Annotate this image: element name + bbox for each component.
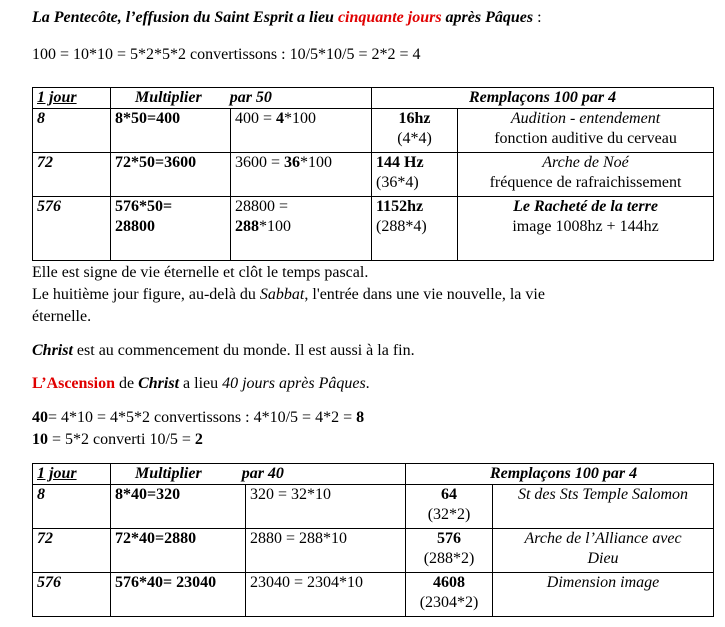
cell-jour: 576	[33, 573, 111, 617]
header-multiplier: Multiplier par 40	[111, 464, 406, 485]
cell-jour: 72	[33, 153, 111, 197]
cell-desc: Dimension image	[493, 573, 714, 617]
header-remplacons: Remplaçons 100 par 4	[372, 88, 714, 109]
header-jour: 1 jour	[33, 88, 111, 109]
heading-text-end: après Pâques	[441, 9, 534, 26]
cell-desc: Arche de l’Alliance avec Dieu	[493, 529, 714, 573]
cell-hz: 144 Hz (36*4)	[372, 153, 458, 197]
cell-desc: Le Racheté de la terre image 1008hz + 144hz	[458, 197, 714, 261]
paragraph-vie-eternelle: Elle est signe de vie éternelle et clôt le temps pascal.	[32, 264, 369, 281]
ascension-heading: L’Ascension de Christ a lieu 40 jours après Pâques.	[32, 375, 370, 392]
paragraph-christ: Christ est au commencement du monde. Il est aussi à la fin.	[32, 342, 415, 359]
cell-par: 2880 = 288*10	[246, 529, 406, 573]
table-row	[33, 485, 714, 529]
header-remplacons: Remplaçons 100 par 4	[406, 464, 714, 485]
header-jour: 1 jour	[33, 464, 111, 485]
table-row	[33, 573, 714, 617]
cell-mult: 576*40= 23040	[111, 573, 246, 617]
cell-par: 320 = 32*10	[246, 485, 406, 529]
heading-colon: :	[533, 9, 542, 26]
pentecost-heading	[32, 8, 542, 28]
cell-hz: 576 (288*2)	[406, 529, 493, 573]
cell-jour: 8	[33, 109, 111, 153]
cell-jour: 72	[33, 529, 111, 573]
table-header-row	[33, 464, 714, 485]
cell-desc: Arche de Noé fréquence de rafraichissement	[458, 153, 714, 197]
paragraph-huitieme-jour: Le huitième jour figure, au-delà du Sabbat, l'entrée dans une vie nouvelle, la vie	[32, 286, 545, 303]
cell-hz: 4608 (2304*2)	[406, 573, 493, 617]
cell-desc: St des Sts Temple Salomon	[493, 485, 714, 529]
cell-jour: 576	[33, 197, 111, 261]
table-row	[33, 153, 714, 197]
cell-desc: Audition - entendement fonction auditive du cerveau	[458, 109, 714, 153]
cell-par: 400 = 4*100	[231, 109, 372, 153]
cell-mult: 8*50=400	[111, 109, 231, 153]
cell-par: 28800 = 288*100	[231, 197, 372, 261]
paragraph-huitieme-jour-end: éternelle.	[32, 308, 92, 325]
heading-highlight: cinquante jours	[337, 9, 442, 26]
cell-jour: 8	[33, 485, 111, 529]
table-header-row	[33, 88, 714, 109]
cell-mult: 72*40=2880	[111, 529, 246, 573]
formula-40: 40= 4*10 = 4*5*2 convertissons : 4*10/5 = 4*2 = 8	[32, 409, 365, 426]
table-row	[33, 529, 714, 573]
cell-mult: 576*50= 28800	[111, 197, 231, 261]
formula-10: 10 = 5*2 converti 10/5 = 2	[32, 431, 203, 448]
cell-hz: 64 (32*2)	[406, 485, 493, 529]
ascension-table	[32, 463, 714, 617]
table-row	[33, 197, 714, 261]
heading-text: La Pentecôte, l’effusion du Saint Esprit a lieu	[32, 9, 338, 26]
cell-hz: 16hz (4*4)	[372, 109, 458, 153]
pentecost-table	[32, 87, 714, 261]
cell-mult: 8*40=320	[111, 485, 246, 529]
formula-100: 100 = 10*10 = 5*2*5*2 convertissons : 10/5*10/5 = 2*2 = 4	[32, 46, 421, 63]
cell-mult: 72*50=3600	[111, 153, 231, 197]
table-row	[33, 109, 714, 153]
header-multiplier: Multiplier par 50	[111, 88, 372, 109]
cell-hz: 1152hz (288*4)	[372, 197, 458, 261]
cell-par: 3600 = 36*100	[231, 153, 372, 197]
cell-par: 23040 = 2304*10	[246, 573, 406, 617]
